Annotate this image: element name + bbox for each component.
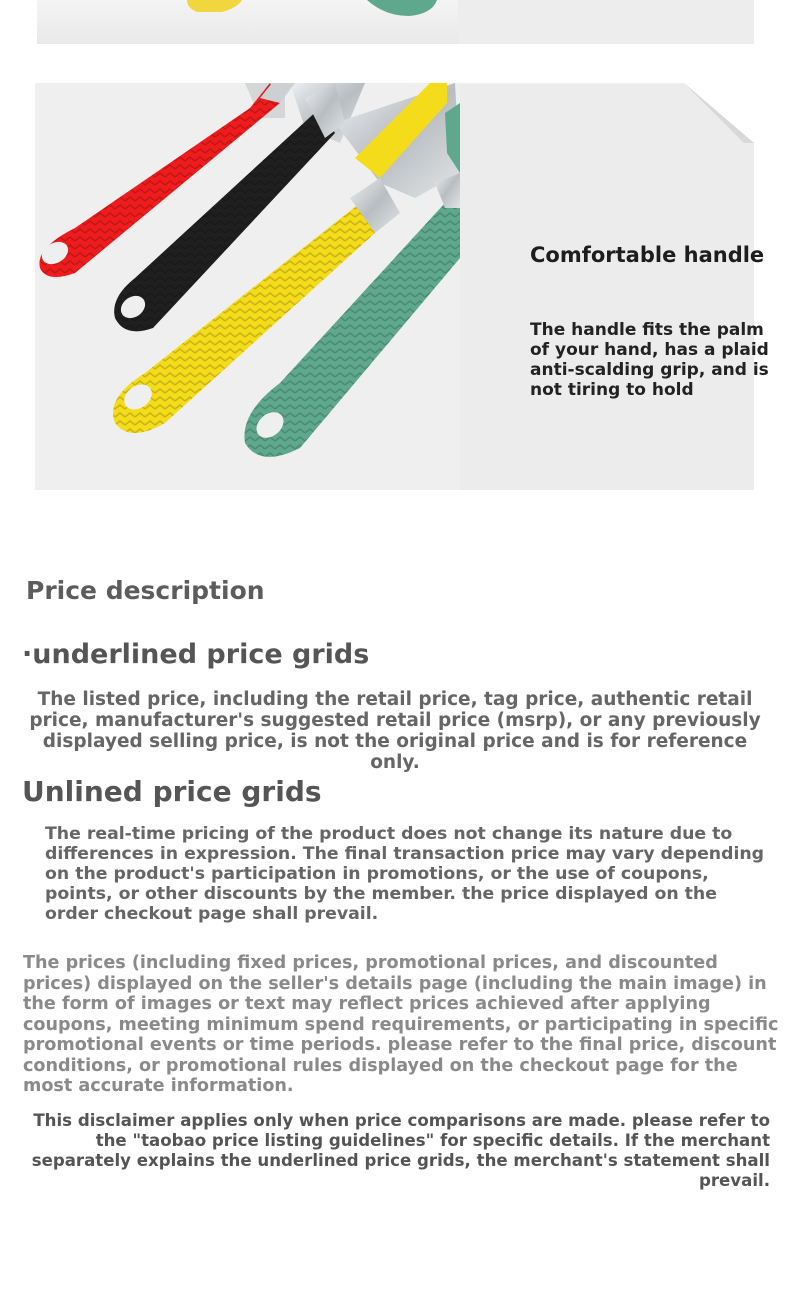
disclaimer-text: This disclaimer applies only when price comparisons are made. please refer to the "taobao price listing guidelines" for specific details. If the merchant separately explains the underlined price grids, the merchant's statement shall prevail. bbox=[31, 1111, 770, 1190]
feature-text-panel bbox=[460, 83, 769, 490]
price-description-heading: Price description bbox=[26, 576, 265, 605]
displayed-prices-text: The prices (including fixed prices, promotional prices, and discounted prices) displayed on the seller's details page (including the main image) in the form of images or text may reflect prices achieved after applying coupons, meeting minimum spend requirements, or participating in specific promotional events or time periods. please refer to the final price, discount conditions, or promotional rules displayed on the checkout page for the most accurate information. bbox=[23, 953, 779, 1096]
feature-description: The handle fits the palm of your hand, has a plaid anti-scalding grip, and is not tiring to hold bbox=[530, 320, 769, 400]
utensil-handles-photo bbox=[35, 83, 460, 490]
unlined-price-heading: Unlined price grids bbox=[22, 775, 322, 808]
handle-feature-panel bbox=[35, 83, 769, 490]
underlined-price-heading: ·underlined price grids bbox=[22, 639, 370, 670]
top-product-panel bbox=[37, 0, 754, 44]
corner-fold-decoration bbox=[684, 83, 754, 143]
top-product-photo bbox=[37, 0, 458, 44]
unlined-price-text: The real-time pricing of the product does not change its nature due to differences in expression. The final transaction price may vary depending on the product's participation in promotions, or the use of coupons, points, or other discounts by the member. the price displayed on the order checkout page shall prevail. bbox=[45, 824, 765, 924]
top-product-side bbox=[458, 0, 754, 44]
photo-of-utensil-handles-icon bbox=[35, 83, 460, 490]
underlined-price-text: The listed price, including the retail price, tag price, authentic retail price, manufacturer's suggested retail price (msrp), or any previously displayed selling price, is not the original price and is for reference only. bbox=[29, 689, 761, 773]
top-photo-graphic bbox=[37, 0, 458, 44]
feature-title: Comfortable handle bbox=[530, 243, 765, 267]
